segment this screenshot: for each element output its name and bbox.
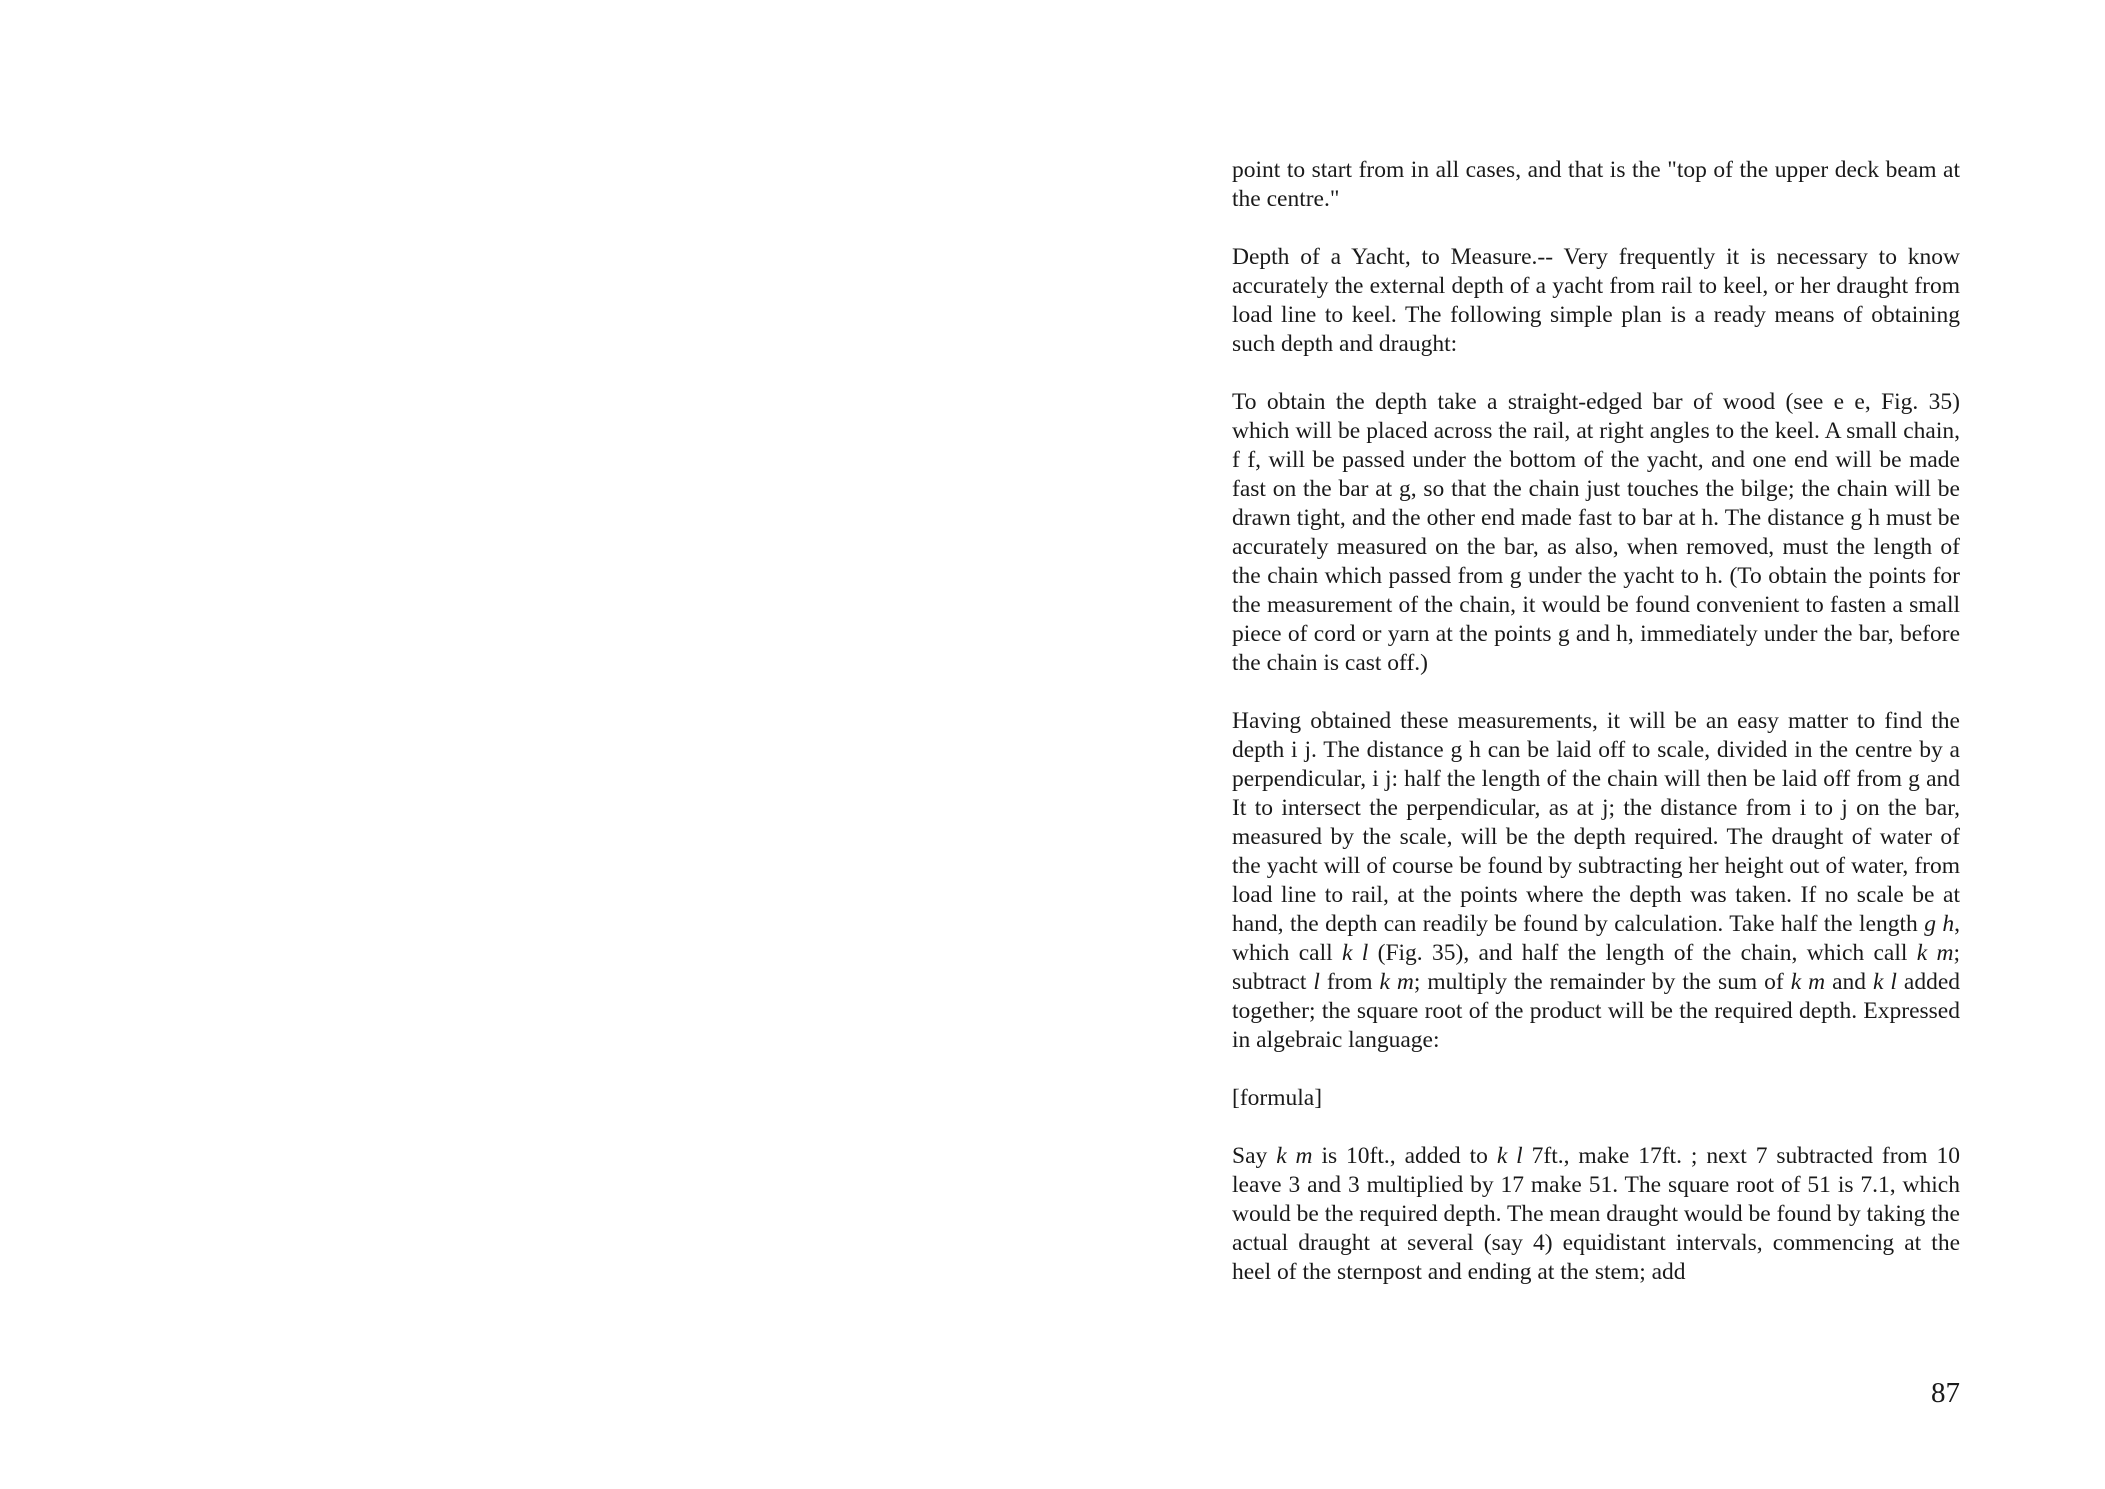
text-segment: Having obtained these measurements, it will be an easy matter to find the depth i j. The distance g h can be laid off to scale, divided in the centre by a perpendicular, i j: half the length of the chain will then be laid off from g and It to intersect the perpendicular, as at j; the distance from i to j on the bar, measured by the scale, will be the depth required. The draught of water of the yacht will of course be found by subtracting her height out of water, from load line to rail, at the points where the depth was taken. If no scale be at hand, the depth can readily be found by calculation. Take half the length xyxy=(1232,708,1960,937)
italic-variable: k l xyxy=(1342,940,1369,966)
left-page-blank xyxy=(0,0,1052,1489)
italic-variable: k m xyxy=(1790,969,1826,995)
text-segment: and xyxy=(1825,969,1873,995)
paragraph xyxy=(1232,156,1960,214)
text-segment: added together; the square root of the product will be the required depth. Expressed in algebraic language: xyxy=(1232,969,1960,1053)
paragraph xyxy=(1232,388,1960,678)
italic-variable: l xyxy=(1313,969,1320,995)
text-segment: [formula] xyxy=(1232,1085,1323,1111)
italic-variable: k m xyxy=(1379,969,1414,995)
text-segment: 7ft., make 17ft. ; next 7 subtracted from 10 leave 3 and 3 multiplied by 17 make 51. The square root of 51 is 7.1, which would be the required depth. The mean draught would be found by taking the actual draught at several (say 4) equidistant intervals, commencing at the heel of the sternpost and ending at the stem; add xyxy=(1232,1143,1960,1285)
italic-variable: g h xyxy=(1924,911,1955,937)
paragraph xyxy=(1232,707,1960,1055)
paragraph xyxy=(1232,1084,1960,1113)
text-segment: point to start from in all cases, and that is the "top of the upper deck beam at the centre." xyxy=(1232,157,1960,212)
text-segment: , which call xyxy=(1232,911,1961,966)
text-segment: from xyxy=(1319,969,1380,995)
italic-variable: k m xyxy=(1276,1143,1313,1169)
italic-variable: k l xyxy=(1496,1143,1523,1169)
italic-variable: k m xyxy=(1916,940,1954,966)
text-segment: Say xyxy=(1232,1143,1277,1169)
text-segment: To obtain the depth take a straight-edged bar of wood (see e e, Fig. 35) which will be placed across the rail, at right angles to the keel. A small chain, f f, will be passed under the bottom of the yacht, and one end will be made fast on the bar at g, so that the chain just touches the bilge; the chain will be drawn tight, and the other end made fast to bar at h. The distance g h must be accurately measured on the bar, as also, when removed, must the length of the chain which passed from g under the yacht to h. (To obtain the points for the measurement of the chain, it would be found convenient to fasten a small piece of cord or yarn at the points g and h, immediately under the bar, before the chain is cast off.) xyxy=(1232,389,1960,676)
text-segment: (Fig. 35), and half the length of the chain, which call xyxy=(1368,940,1917,966)
page-number: 87 xyxy=(1931,1377,1960,1409)
text-segment: ; subtract xyxy=(1232,940,1960,995)
paragraph xyxy=(1232,243,1960,359)
italic-variable: k l xyxy=(1872,969,1897,995)
text-segment: is 10ft., added to xyxy=(1312,1143,1497,1169)
body-text-column xyxy=(1232,156,1960,1287)
paragraph xyxy=(1232,1142,1960,1287)
text-segment: Depth of a Yacht, to Measure.-- Very frequently it is necessary to know accurately the external depth of a yacht from rail to keel, or her draught from load line to keel. The following simple plan is a ready means of obtaining such depth and draught: xyxy=(1232,244,1960,357)
text-segment: ; multiply the remainder by the sum of xyxy=(1413,969,1791,995)
